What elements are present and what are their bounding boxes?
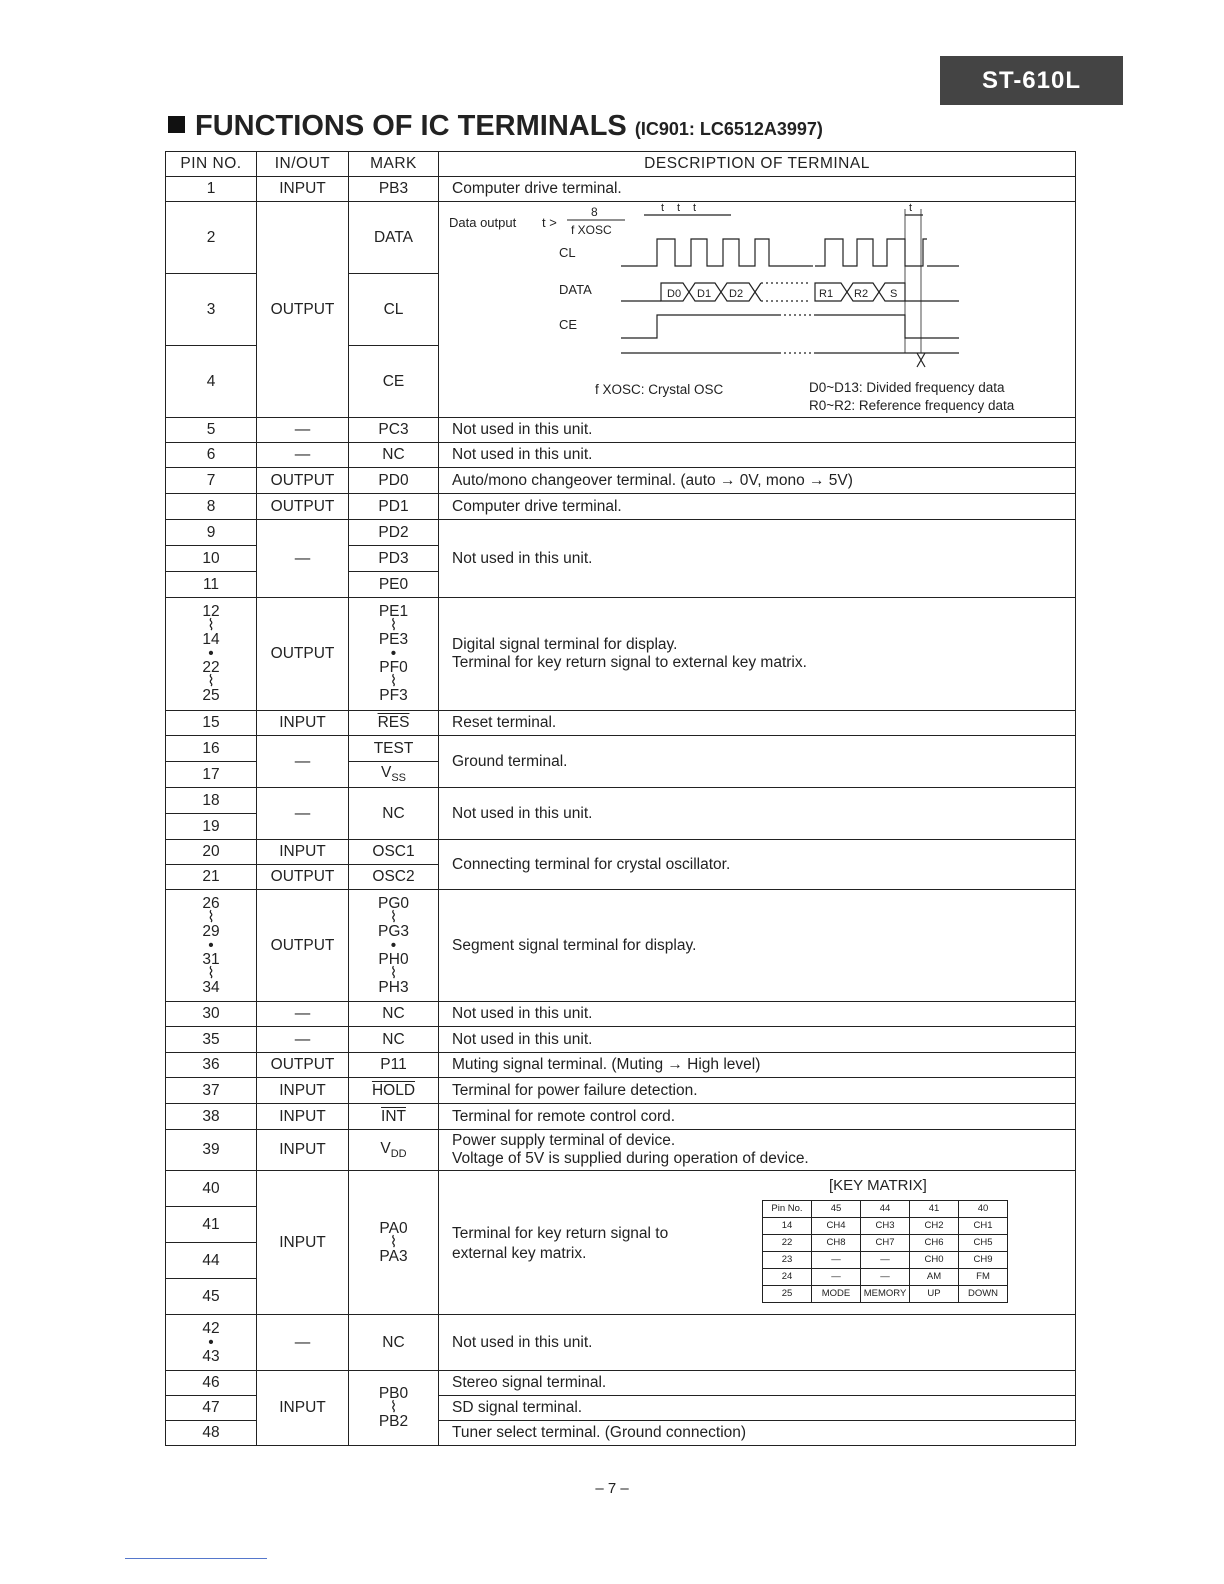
model-badge: ST-610L <box>940 56 1123 105</box>
range-mark: ⌇ <box>207 617 215 634</box>
table-row <box>166 443 1076 468</box>
mark-cell: NC <box>349 1002 439 1027</box>
pin-line: 12 <box>202 603 220 620</box>
title-text: FUNCTIONS OF IC TERMINALS <box>195 110 627 142</box>
inout-cell: — <box>257 443 349 468</box>
table-row <box>166 1078 1076 1104</box>
key-matrix-cell: CH1 <box>959 1217 1008 1234</box>
description-cell: Terminal for power failure detection. <box>439 1078 1076 1104</box>
mark-cell <box>349 762 439 788</box>
key-matrix-row <box>763 1268 1008 1285</box>
pin-cell: 9 <box>166 520 257 546</box>
range-mark: ⌇ <box>207 964 215 982</box>
mark-cell: OSC2 <box>349 865 439 890</box>
key-matrix-cell: CH9 <box>959 1251 1008 1268</box>
pin-cell: 7 <box>166 468 257 494</box>
key-matrix-cell: MEMORY <box>861 1285 910 1302</box>
pin-cell: 4 <box>166 346 257 418</box>
mark-line: PH0 <box>378 950 409 968</box>
pin-cell: 44 <box>166 1243 257 1279</box>
inout-cell: INPUT <box>257 1104 349 1130</box>
pin-cell: 16 <box>166 736 257 762</box>
table-row <box>166 1371 1076 1396</box>
table-row <box>166 1027 1076 1053</box>
data-signal-label: DATA <box>559 281 592 297</box>
timing-numerator: 8 <box>591 204 598 219</box>
table-row <box>166 1104 1076 1130</box>
key-matrix-description <box>452 1224 668 1264</box>
bit-label: R2 <box>854 287 869 300</box>
pin-line: 34 <box>202 978 220 996</box>
t-label: t <box>661 202 665 214</box>
range-mark: ⌇ <box>389 1233 398 1251</box>
pin-cell: 17 <box>166 762 257 788</box>
mark-cell: NC <box>349 788 439 840</box>
description-cell: Ground terminal. <box>439 736 1076 788</box>
pin-cell: 20 <box>166 840 257 865</box>
key-matrix-cell: — <box>812 1268 861 1285</box>
pin-cell: 36 <box>166 1053 257 1078</box>
mark-main: V <box>380 764 392 782</box>
description-cell: Reset terminal. <box>439 711 1076 736</box>
key-matrix-row <box>763 1285 1008 1302</box>
mark-cell: PD1 <box>349 494 439 520</box>
pin-cell <box>166 598 257 711</box>
pin-cell: 37 <box>166 1078 257 1104</box>
range-mark: ⌇ <box>207 673 215 690</box>
pin-cell: 19 <box>166 814 257 840</box>
page-title <box>168 110 823 143</box>
col-header-inout: IN/OUT <box>257 152 349 177</box>
pin-cell: 5 <box>166 418 257 443</box>
table-row <box>166 494 1076 520</box>
inout-cell: — <box>257 1002 349 1027</box>
pin-cell: 39 <box>166 1130 257 1171</box>
key-matrix-cell: AM <box>910 1268 959 1285</box>
pin-cell: 45 <box>166 1279 257 1315</box>
description-line: Digital signal terminal for display. <box>452 636 678 654</box>
cross-marker <box>917 353 925 367</box>
pin-line: 14 <box>202 631 220 648</box>
mark-line: PE1 <box>378 603 409 620</box>
inout-cell: OUTPUT <box>257 890 349 1002</box>
cl-waveform-right <box>815 239 927 266</box>
table-row <box>166 418 1076 443</box>
pin-cell: 15 <box>166 711 257 736</box>
pin-cell <box>166 890 257 1002</box>
col-header-mark: MARK <box>349 152 439 177</box>
r-range-note: R0~R2: Reference frequency data <box>809 397 1015 413</box>
bit-label: D2 <box>729 287 744 300</box>
description-line: Terminal for key return signal to external key matrix. <box>452 654 807 671</box>
inout-cell: OUTPUT <box>257 865 349 890</box>
description-cell: Not used in this unit. <box>439 788 1076 840</box>
key-matrix-cell: UP <box>910 1285 959 1302</box>
key-matrix-title: [KEY MATRIX] <box>829 1176 927 1194</box>
description-cell: SD signal terminal. <box>439 1396 1076 1421</box>
timing-diagram-cell <box>439 202 1076 418</box>
mark-int: $\overline{INT}$ <box>381 1107 406 1125</box>
bullet-mark: • <box>208 936 214 954</box>
key-matrix-cell: — <box>861 1251 910 1268</box>
mark-cell: NC <box>349 1027 439 1053</box>
key-matrix-cell: FM <box>959 1268 1008 1285</box>
cl-waveform-left <box>621 239 811 266</box>
inout-cell: INPUT <box>257 1078 349 1104</box>
mark-cell <box>349 1371 439 1446</box>
description-cell: Auto/mono changeover terminal. (auto → 0V, mono → 5V) <box>439 468 1076 494</box>
mark-cell <box>349 1171 439 1315</box>
key-matrix-header: 45 <box>812 1200 861 1217</box>
mark-cell: CL <box>349 274 439 346</box>
col-header-description: DESCRIPTION OF TERMINAL <box>439 152 1076 177</box>
description-cell: Stereo signal terminal. <box>439 1371 1076 1396</box>
description-cell: Connecting terminal for crystal oscillator. <box>439 840 1076 890</box>
key-matrix-cell: CH6 <box>910 1234 959 1251</box>
t-label: t <box>909 202 913 214</box>
pin-cell: 10 <box>166 546 257 572</box>
table-row <box>166 711 1076 736</box>
mark-cell: PB3 <box>349 177 439 202</box>
description-line: Power supply terminal of device. <box>452 1132 676 1150</box>
description-line: Voltage of 5V is supplied during operation of device. <box>452 1150 809 1167</box>
mark-line: PG0 <box>377 894 409 912</box>
range-mark: ⌇ <box>389 617 398 634</box>
pin-cell <box>166 1315 257 1371</box>
key-matrix-cell: CH7 <box>861 1234 910 1251</box>
bullet-mark: • <box>208 645 214 662</box>
inout-cell: INPUT <box>257 177 349 202</box>
bullet-mark: • <box>390 645 397 662</box>
range-mark: ⌇ <box>389 1399 398 1416</box>
table-row <box>166 1053 1076 1078</box>
inout-cell: — <box>257 1315 349 1371</box>
key-matrix-cell <box>439 1171 1076 1315</box>
mark-cell: CE <box>349 346 439 418</box>
inout-cell: INPUT <box>257 1171 349 1315</box>
inout-cell: OUTPUT <box>257 1053 349 1078</box>
pin-cell: 6 <box>166 443 257 468</box>
d-range-note: D0~D13: Divided frequency data <box>809 379 1005 395</box>
mark-line: PG3 <box>377 922 409 940</box>
mark-subscript: DD <box>390 1147 407 1160</box>
key-matrix-cell: 22 <box>763 1234 812 1251</box>
table-header-row <box>166 152 1076 177</box>
bit-label: D1 <box>697 287 712 300</box>
key-matrix-cell: CH2 <box>910 1217 959 1234</box>
pin-line: 25 <box>202 687 220 704</box>
footer-rule <box>125 1558 267 1559</box>
mark-cell: PD3 <box>349 546 439 572</box>
data-bit-edge <box>755 283 761 292</box>
key-matrix-cell: CH3 <box>861 1217 910 1234</box>
bit-label: D0 <box>667 287 682 300</box>
inout-cell: INPUT <box>257 1371 349 1446</box>
key-matrix-header-row <box>763 1200 1008 1217</box>
key-matrix-cell: 25 <box>763 1285 812 1302</box>
key-matrix-header: Pin No. <box>763 1200 812 1217</box>
key-matrix-cell: CH4 <box>812 1217 861 1234</box>
mark-cell <box>349 711 439 736</box>
pin-cell: 3 <box>166 274 257 346</box>
key-matrix-row <box>763 1251 1008 1268</box>
description-cell <box>439 1130 1076 1171</box>
description-cell: Computer drive terminal. <box>439 177 1076 202</box>
inout-cell: INPUT <box>257 1130 349 1171</box>
table-row <box>166 1130 1076 1171</box>
key-matrix-cell: — <box>812 1251 861 1268</box>
pin-cell: 41 <box>166 1207 257 1243</box>
table-row <box>166 520 1076 546</box>
mark-cell <box>349 1078 439 1104</box>
key-matrix-header: 41 <box>910 1200 959 1217</box>
key-matrix-table <box>762 1200 1008 1303</box>
inout-cell: INPUT <box>257 711 349 736</box>
pin-cell: 11 <box>166 572 257 598</box>
mark-line: PE3 <box>378 631 409 648</box>
mark-cell: PD2 <box>349 520 439 546</box>
mark-cell <box>349 1104 439 1130</box>
mark-cell: OSC1 <box>349 840 439 865</box>
table-row <box>166 177 1076 202</box>
mark-cell: NC <box>349 1315 439 1371</box>
description-cell: Muting signal terminal. (Muting → High level) <box>439 1053 1076 1078</box>
key-matrix-cell: 23 <box>763 1251 812 1268</box>
pin-cell: 35 <box>166 1027 257 1053</box>
bullet-mark: • <box>390 936 397 954</box>
range-mark: ⌇ <box>207 908 215 926</box>
inout-cell: — <box>257 520 349 598</box>
osc-note: f XOSC: Crystal OSC <box>595 381 724 397</box>
mark-cell: P11 <box>349 1053 439 1078</box>
mark-line: PB2 <box>378 1413 409 1430</box>
mark-cell: PC3 <box>349 418 439 443</box>
key-matrix-cell: 14 <box>763 1217 812 1234</box>
key-matrix-cell: CH5 <box>959 1234 1008 1251</box>
description-cell: Not used in this unit. <box>439 1027 1076 1053</box>
table-row <box>166 202 1076 274</box>
mark-hold: HOLD <box>371 1081 416 1099</box>
description-line: Terminal for key return signal to <box>452 1224 669 1242</box>
pin-cell: 21 <box>166 865 257 890</box>
mark-cell <box>349 890 439 1002</box>
pin-line: 29 <box>202 922 220 940</box>
description-cell: Not used in this unit. <box>439 1315 1076 1371</box>
square-bullet-icon <box>168 116 185 133</box>
table-row <box>166 1315 1076 1371</box>
pin-cell: 38 <box>166 1104 257 1130</box>
range-mark: ⌇ <box>389 908 398 926</box>
inout-cell: OUTPUT <box>257 598 349 711</box>
description-cell: Not used in this unit. <box>439 520 1076 598</box>
inout-cell: — <box>257 418 349 443</box>
title-ic-label: (IC901: LC6512A3997) <box>634 119 823 139</box>
t-label: t <box>693 202 697 214</box>
key-matrix-header: 40 <box>959 1200 1008 1217</box>
description-cell: Segment signal terminal for display. <box>439 890 1076 1002</box>
mark-line: PF0 <box>379 659 408 676</box>
pin-line: 22 <box>202 659 220 676</box>
table-row <box>166 890 1076 1002</box>
mark-line: PF3 <box>379 687 408 704</box>
table-row <box>166 1171 1076 1207</box>
description-cell: Not used in this unit. <box>439 1002 1076 1027</box>
key-matrix-cell: — <box>861 1268 910 1285</box>
key-matrix-area <box>439 1174 1075 1312</box>
mark-cell <box>349 1130 439 1171</box>
pin-line: 26 <box>202 894 220 912</box>
pin-cell: 47 <box>166 1396 257 1421</box>
pin-cell: 46 <box>166 1371 257 1396</box>
bit-label: S <box>890 287 898 300</box>
table-row <box>166 736 1076 762</box>
mark-subscript: SS <box>391 772 407 785</box>
t-label: t <box>677 202 681 214</box>
mark-cell: NC <box>349 443 439 468</box>
description-cell: Not used in this unit. <box>439 443 1076 468</box>
bit-label: R1 <box>819 287 834 300</box>
inout-cell: OUTPUT <box>257 468 349 494</box>
timing-denominator: f XOSC <box>571 222 612 237</box>
bullet-mark: • <box>208 1333 214 1351</box>
table-row <box>166 1002 1076 1027</box>
col-header-pin: PIN NO. <box>166 152 257 177</box>
key-matrix-row <box>763 1217 1008 1234</box>
timing-diagram <box>439 203 1075 417</box>
description-cell: Tuner select terminal. (Ground connection) <box>439 1421 1076 1446</box>
range-mark: ⌇ <box>389 673 398 690</box>
table-row <box>166 468 1076 494</box>
mark-line: PB0 <box>378 1385 409 1402</box>
key-matrix-header: 44 <box>861 1200 910 1217</box>
table-row <box>166 598 1076 711</box>
timing-label: Data output <box>449 214 517 230</box>
key-matrix-cell: MODE <box>812 1285 861 1302</box>
inout-cell: INPUT <box>257 840 349 865</box>
cl-signal-label: CL <box>559 244 576 260</box>
range-mark: ⌇ <box>389 964 398 982</box>
terminal-table <box>165 151 1076 1446</box>
pin-line: 42 <box>202 1319 220 1337</box>
mark-cell: PE0 <box>349 572 439 598</box>
description-line: external key matrix. <box>452 1244 587 1262</box>
table-row <box>166 788 1076 814</box>
page-number: – 7 – <box>595 1480 629 1497</box>
mark-res: $\overline{RES}$ <box>377 714 410 732</box>
pin-cell: 8 <box>166 494 257 520</box>
inout-cell: OUTPUT <box>257 202 349 418</box>
key-matrix-cell: DOWN <box>959 1285 1008 1302</box>
key-matrix-cell: CH0 <box>910 1251 959 1268</box>
pin-cell: 40 <box>166 1171 257 1207</box>
inout-cell: OUTPUT <box>257 494 349 520</box>
mark-line: PH3 <box>378 978 409 996</box>
description-cell: Terminal for remote control cord. <box>439 1104 1076 1130</box>
mark-main: V <box>380 1139 391 1157</box>
ce-waveform-fall <box>815 315 959 338</box>
pin-cell: 30 <box>166 1002 257 1027</box>
key-matrix-cell: 24 <box>763 1268 812 1285</box>
inout-cell: — <box>257 788 349 840</box>
data-gap <box>761 283 809 301</box>
inout-cell: — <box>257 1027 349 1053</box>
inout-cell: — <box>257 736 349 788</box>
mark-cell: DATA <box>349 202 439 274</box>
ce-signal-label: CE <box>559 316 578 332</box>
mark-line: PA3 <box>379 1247 408 1265</box>
timing-condition: t > <box>542 214 557 230</box>
pin-line: 31 <box>202 950 220 968</box>
description-cell: Not used in this unit. <box>439 418 1076 443</box>
key-matrix-cell: CH8 <box>812 1234 861 1251</box>
description-cell <box>439 598 1076 711</box>
pin-cell: 48 <box>166 1421 257 1446</box>
pin-cell: 2 <box>166 202 257 274</box>
pin-line: 43 <box>202 1347 220 1365</box>
mark-line: PA0 <box>379 1219 408 1237</box>
data-bit-edge <box>755 292 761 301</box>
mark-cell: PD0 <box>349 468 439 494</box>
ce-waveform-rise <box>621 315 779 338</box>
pin-cell: 1 <box>166 177 257 202</box>
mark-cell: TEST <box>349 736 439 762</box>
mark-cell <box>349 598 439 711</box>
pin-cell: 18 <box>166 788 257 814</box>
description-cell: Computer drive terminal. <box>439 494 1076 520</box>
key-matrix-row <box>763 1234 1008 1251</box>
table-row <box>166 840 1076 865</box>
